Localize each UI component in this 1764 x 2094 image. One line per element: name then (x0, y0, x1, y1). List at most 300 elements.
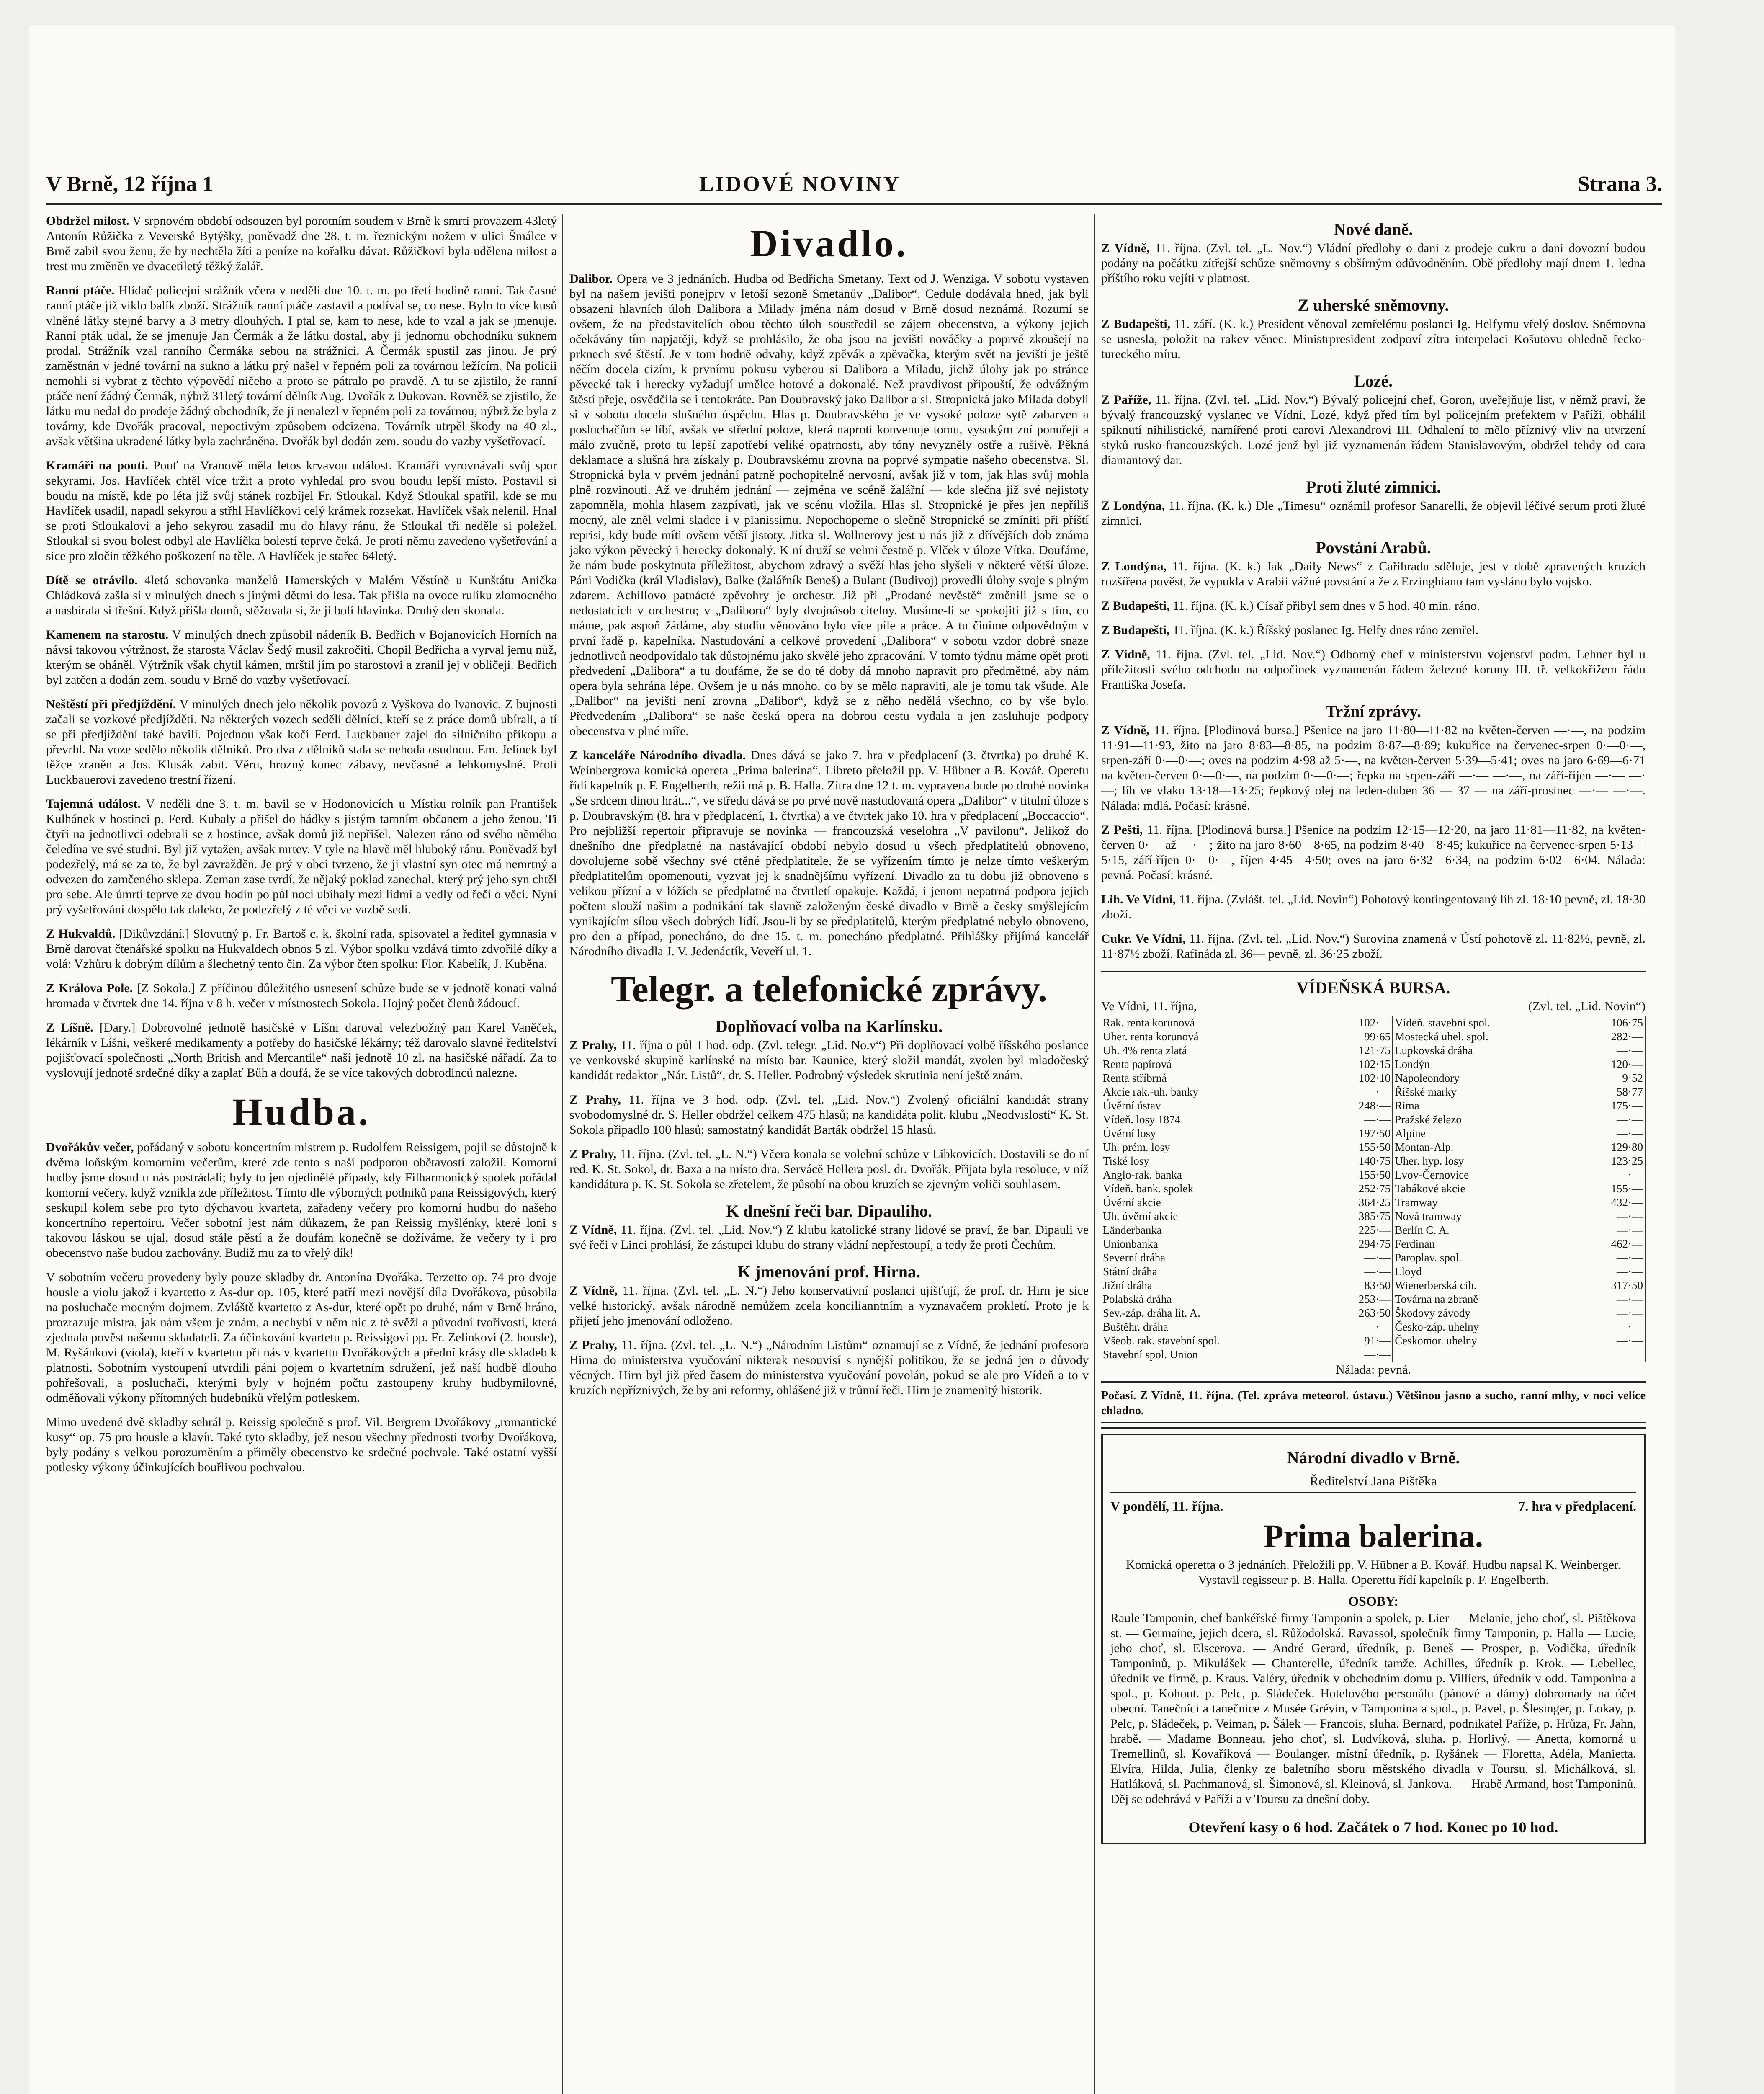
theatre-day: V pondělí, 11. října. (1110, 1498, 1223, 1514)
security-price: 9·52 (1578, 1071, 1645, 1085)
article (569, 1038, 1089, 1083)
article-body (569, 1283, 1089, 1328)
article (569, 271, 1089, 739)
security-name: Lvov-Černovice (1395, 1168, 1469, 1181)
security-price: —·— (1326, 1251, 1393, 1265)
bursa-row (1101, 1140, 1645, 1154)
article-text: 11. října ve 3 hod. odp. (Zvl. tel. „Lid. Nov.“) Zvolený oficiální kandidát strany svobodomyslné dr. S. Heller obdržel celkem 475 hlasů; na kandidáta polit. klubu „Neodvislosti“ K. St. Sokola připadlo 100 hlasů; samostatný kandidát Barták obdržel 15 hlasů. (569, 1093, 1089, 1137)
theatre-rule (1101, 1422, 1646, 1429)
article-text: 11. října. (Zvl. tel. „Lid. Nov.“) Odborný chef v ministerstvu vojenství podm. Lehner byl u příležitosti svého odchodu na odpočinek vyznamenán řádem železné koruny III. tř. velkokřížem řádu Františka Josefa. (1101, 647, 1646, 691)
article (569, 1147, 1089, 1192)
article-headline: Cukr. Ve Vídni, (1101, 932, 1186, 946)
article-headline: Z kanceláře Národního divadla. (569, 748, 746, 762)
bursa-row (1101, 1334, 1645, 1348)
security-price: 106·75 (1578, 1016, 1645, 1030)
article (46, 1020, 557, 1081)
article-body (569, 271, 1089, 739)
security-price: 294·75 (1326, 1237, 1393, 1251)
security-name: Říšské marky (1395, 1086, 1457, 1098)
article-text: [Dikůvzdání.] Slovutný p. Fr. Bartoš c. k. školní rada, spisovatel a ředitel gymnasia v Brně darovat čtenářské spolku na Hukvaldech obnos 5 zl. Výbor spolku vzdává timto zdvořilé díky a volá: Vzhůru k dobrým dílům a šlechetný tento čin. Za výbor čten spolku: Flor. Kabelík, J. Kuběna. (46, 927, 557, 971)
security-price: 102·10 (1326, 1071, 1393, 1085)
article (46, 1415, 557, 1475)
bursa-row (1101, 1223, 1645, 1237)
cast-list: Raule Tamponin, chef bankéřské firmy Tamponin a spolek, p. Lier — Melanie, jeho choť, sl. Pištěkova st. — Germaine, jejich dcera, sl. Růžodolská. Ravassol, společník firmy Tamponin, p. Halla — Lucie, jeho choť, sl. Elscerova. — André Gerard, úředník, p. Beneš — Prosper, p. Vodička, úředník Tamponinů, p. Mikulášek — Chanterelle, úředník tamže. Achilles, úředník p. Krok. — Lebellec, úředník ve firmě, p. Kraus. Valéry, úředník v obchodním domu p. Villiers, úředník v odd. Tamponina a spol., p. Kohout. p. Pelc, p. Sládeček. Hotelového personálu (pánové a dámy) dohromady na účet obecní. Tanečníci a tanečnice z Musée Grévin, v Tamponina a spol., p. Pavel, p. Šlesinger, p. Lokay, p. Pelc, p. Sládeček, p. Veiman, p. Šálek — Francois, sluha. Bernard, podnikatel Paříže, p. Hrůza, Fr. Jahn, hrabě. — Madame Bonneau, jeho choť, sl. Ludvíková, sluha. p. Horlivý. — Anetta, komorná u Tremellinů, sl. Kovaříková — Boulanger, místní úředník, p. Ryšánek — Floretta, Adéla, Manietta, Elvíra, Hilda, Julia, členky ze baletního sboru městského divadla v Toursu, sl. Michálková, sl. Hatláková, sl. Pachmanová, sl. Šimonová, sl. Kleinová, sl. Jankova. — Hrabě Armand, host Tamponinů. Děj se odehrává v Paříži a v Toursu za dnešní doby. (1110, 1611, 1636, 1806)
security-price (1578, 1348, 1645, 1362)
article-text: 11. října. (Zvl. tel. „L. N.“) Jeho konservativní poslanci ujišťují, že prof. dr. Hirn je sice velké historický, avšak národně nemůžem zcela koncilianntním a vyznavačem prokletí. Proto je k přijetí jeho jmenování odloženo. (569, 1284, 1089, 1328)
security-price: —·— (1578, 1223, 1645, 1237)
security-price: —·— (1578, 1251, 1645, 1265)
bursa-row (1101, 1279, 1645, 1292)
article-headline: Neštěstí při předjíždění. (46, 697, 176, 711)
article (1101, 892, 1646, 922)
security-price: 225·— (1326, 1223, 1393, 1237)
article (46, 697, 557, 787)
security-name (1393, 1348, 1578, 1362)
security-price: 102·— (1326, 1016, 1393, 1030)
security-price: 99·65 (1326, 1030, 1393, 1044)
security-name: Úvěrní ústav (1103, 1099, 1161, 1112)
article-headline: Z Vídně, (569, 1284, 618, 1297)
article-body (1101, 931, 1646, 962)
security-name: Vídeň. stavební spol. (1395, 1016, 1491, 1029)
security-price: 252·75 (1326, 1182, 1393, 1196)
security-price: 462·— (1578, 1237, 1645, 1251)
article (46, 573, 557, 618)
bursa-row (1101, 1168, 1645, 1182)
play-description: Komická operetta o 3 jednáních. Přeložili pp. V. Hübner a B. Kovář. Hudbu napsal K. Weinberger. Vystavil regisseur p. B. Halla. Operettu řídí kapelník p. F. Engelberth. (1126, 1558, 1621, 1587)
security-price: 248·— (1326, 1099, 1393, 1113)
article-body (569, 1147, 1089, 1192)
bursa-row (1101, 1030, 1645, 1044)
article (1101, 559, 1646, 589)
bursa-row (1101, 1044, 1645, 1057)
security-price: —·— (1326, 1265, 1393, 1279)
section-heading: Divadlo. (750, 222, 908, 265)
security-price: 155·50 (1326, 1140, 1393, 1154)
security-price: 263·50 (1326, 1306, 1393, 1320)
subsection-heading: K jmenování prof. Hirna. (738, 1262, 920, 1281)
article (1101, 931, 1646, 962)
security-name: Paroplav. spol. (1395, 1251, 1462, 1264)
bursa-row (1101, 1348, 1645, 1362)
bursa-row (1101, 1113, 1645, 1127)
article-body (46, 1270, 557, 1405)
page-header (46, 172, 1662, 205)
article-body (46, 1140, 557, 1261)
security-name: Tramway (1395, 1196, 1438, 1209)
article (1101, 498, 1646, 529)
security-price: —·— (1578, 1306, 1645, 1320)
bursa-row (1101, 1320, 1645, 1334)
article-headline: Z Prahy, (569, 1038, 617, 1052)
security-name: Anglo-rak. banka (1103, 1168, 1182, 1181)
article-body (46, 1415, 557, 1475)
security-price: 102·15 (1326, 1057, 1393, 1071)
article (569, 1222, 1089, 1253)
article-body (1101, 317, 1646, 362)
article (46, 797, 557, 917)
article-text: V neděli dne 3. t. m. bavil se v Hodonovicích u Místku rolník pan František Kulhánek v hostinci p. Ferd. Kubaly a přišel do hádky s jistým tamním občanem a jeho ženou. Ti čtyři na jednotlivci odebrali se z hostince, avšak domů již nepřišel. Nalezen ráno od svého němého čeledína ve své studni. Byl již vytažen, avšak mrtev. V tyle na hlavě měl hluboký ránu. Poněvadž byl podezřelý, má se za to, že byl zavražděn. Je prý v obci tvrzeno, že ji vlastní syn otec má nemrtný a odvezen do zamčeného sklepa. Zeman zase tvrdí, že nějaký poklad zanechal, který prý jeho syn chtěl pro sebe. Ale úmrtí teprve ze dvou hodin po půl noci ubíhaly mezi lidmi a vedly od řeči o věci. Nyní prý vyšetřování dospělo tak daleko, že podezřelý z té věci ve vazbě sedí. (46, 797, 557, 916)
article (1101, 823, 1646, 883)
subsection-heading: Doplňovací volba na Karlínsku. (715, 1017, 943, 1036)
article (46, 214, 557, 274)
security-price: 175·— (1578, 1099, 1645, 1113)
bursa-mood: Nálada: pevná. (1336, 1363, 1411, 1377)
security-name: Uh. prém. losy (1103, 1141, 1170, 1153)
article-body (46, 926, 557, 972)
article-text: V minulých dnech způsobil nádeník B. Bedřich v Bojanovicích Horních na návsi takovou výtržnost, že starosta Václav Šedý musil zakročiti. Chopil Bedřicha a vyrval jemu nůž, kterým se oháněl. Výtržník však chytil kámen, mrštil jím po starostovi a zranil jej v obličeji. Bedřich byl zatčen a dodán zem. soudu v Brně do vazby vyšetřovací. (46, 628, 557, 687)
security-name: Českomor. uhelny (1395, 1334, 1477, 1347)
article (1101, 623, 1646, 638)
article-headline: Z Prahy, (569, 1147, 617, 1161)
security-price: 83·50 (1326, 1279, 1393, 1292)
article-headline: Z Budapešti, (1101, 623, 1170, 637)
bursa-row (1101, 1306, 1645, 1320)
article-text: Mimo uvedené dvě skladby sehrál p. Reissig společně s prof. Vil. Bergrem Dvořákovy „romantické kusy“ op. 75 pro housle a klavír. Také tyto skladby, jež nesou všechny přednosti tvorby Dvořákova, byly podány s velkou porozuměním a přiměly obecenstvo ke srdečné pochvale. Také ostatní vyšší potlesky výkony účinkujících bouřlivou pochvalou. (46, 1415, 557, 1474)
article-body (1101, 241, 1646, 286)
section-heading: Telegr. a telefonické zprávy. (611, 969, 1047, 1010)
security-name: Lupkovská dráha (1395, 1044, 1473, 1057)
security-name: Továrna na zbraně (1395, 1293, 1478, 1305)
article-text: 4letá schovanka manželů Hamerských v Malém Věstíně u Kunštátu Anička Chládková zašla si v minulých dnech s jinými dětmi do lesa. Tak přišla na ovoce rulíku zlomocného a nasbírala si třešní. Když přišla domů, stěžovala si, že ji bolí hlavinka. Druhý den skonala. (46, 573, 557, 617)
bursa-subline (1101, 999, 1646, 1013)
masthead-title: LIDOVÉ NOVINY (699, 172, 901, 196)
theatre-management: Ředitelství Jana Pištěka (1310, 1473, 1437, 1488)
article-body (1101, 498, 1646, 529)
security-name: Napoleondory (1395, 1072, 1460, 1084)
article-body (569, 1092, 1089, 1137)
page-number: Strana 3. (1577, 172, 1662, 196)
weather-report: Počasí. Z Vídně, 11. října. (Tel. zpráva meteorol. ústavu.) Většinou jasno a sucho, ranní mlhy, v noci velice chladno. (1101, 1389, 1646, 1417)
article-body (569, 1038, 1089, 1083)
article-headline: Z Budapešti, (1101, 599, 1170, 613)
security-price: —·— (1578, 1209, 1645, 1223)
bursa-row (1101, 1016, 1645, 1030)
article-body (1101, 892, 1646, 922)
article-text: Opera ve 3 jednáních. Hudba od Bedřicha Smetany. Text od J. Wenziga. V sobotu vystaven byl na našem jevišti ponejprv v letoší sezoně Smetanův „Dalibor“. Cedule dodávala hned, jak byli obsazeni hlavních úloh Dalibora a Milady jména nám dosud v Brně dosud neznámá. Rozumí se ovšem, že na představitelích obou těchto úloh soustředil se zájem obecenstva, a výkony jejich očekávány tím napjatěji, když se prohlásilo, že oba jsou na jevišti nováčky a poprvé zkoušejí na prknech své štěstí. Je v tom hodně odvahy, když zpěvák a zpěvačka, kterým svět na jevišti je ještě něčím docela cizím, k prvnímu pokusu vyberou si Dalibora a Miladu, jichž úlohy jak po stránce pěvecké tak i herecky vyžadují umělce hotové a dokonalé. Než pravdivost připouští, že odvážným štěstí přeje, osvědčila se i tentokráte. Pan Doubravský jako Dalibor a sl. Stropnická jako Milada dobyli si v sobotu docela slušného úspěchu. Hlas p. Doubravského je ve vysoké poloze sytě zabarven a posluchačům se líbí, avšak ve střední poloze, která naproti konvenuje tomu, vysokým zní ponuřeji a málo zvučně, proto tu lepší zapotřebí veliké opatrnosti, aby tóny nevyzněly ostře a rušivě. Pěkná deklamace a slušná hra získaly p. Doubravskému zrovna na poprvé sympatie našeho obecenstva. Sl. Stropnická byla v prvém jednání patrně pochopitelně nervosní, avšak již v tom, jak hlas svůj mohla plně rozvinouti. Až ve druhém jednání — zejména ve scéně žalářní — kde slečna již své nejistoty zapomněla, mohla hlasem zazpívati, jak ve scénu vložila. Hlas sl. Stropnické je přes jen nepříliš mocný, ale zněl velmi sladce i v pianissimu. Nepochopeme o slečně Stropnické se zmíniti při příští reprisi, kdy bude míti ovšem větší jistoty. Jitka sl. Wollnerovy jest u nás již z dřívějších dob známa jako výkon pěvecký i herecky dokonalý. K ní druží se velmi čestně p. Vlček v úloze Vítka. Doufáme, že nám bude poskytnuta příležitost, abychom zdravý a svěží hlas jeho slyšeli v některé větší úloze. Páni Vodička (král Vladislav), Balke (žalářník Beneš) a Bulant (Budivoj) provedli úlohy svoje s plným zdarem. Achillovo patnácté zpěvohry je orchestr. Již při „Prodané nevěstě“ změnili jsme se o nedostatcích v orchestru; v „Daliboru“ byly dvojnásob citelny. Musíme-li se spokojiti již s tím, co máme, pak aspoň žádáme, aby studiu věnováno bylo více píle a práce. A tu činíme odpovědným v první řadě p. kapelníka. Nastudování a celkové provedení „Dalibora“ v sobotu vzdor dobré snaze jednotlivců neodpovídalo tak důstojnému jako skvělé jeho zpracování. V tomto týdnu máme opět proti předvedení „Dalibora“ a tu doufáme, že se do té doby dá mnoho napravit pro předmětné, aby nám opera byla sehrána lépe. Ovšem je u nás mnoho, co by se mělo napraviti, ale je tomu tak všude. Ale „Dalibor“ na jevišti není zrovna „Dalibor“, když se z něho nedělá všechno, co by vše bylo. Předvedením „Dalibora“ se naše česká opera na dobrou cestu vydala a jen zasluhuje podpory obecenstva v plné míře. (569, 272, 1089, 738)
subsection-heading: Z uherské sněmovny. (1298, 296, 1449, 315)
security-price: —·— (1578, 1320, 1645, 1334)
article-headline: Dítě se otrávilo. (46, 573, 138, 587)
header-rule (46, 203, 1662, 205)
article-text: 11. října. (Zvl. tel. „L. N.“) Včera konala se volební schůze v Libkovicích. Dostavili se do ní red. K. St. Sokol, dr. Baxa a na místo dra. Servácě Hellera posl. dr. Dvořák. Přijata byla resoluce, v níž kandidátura p. K. St. Sokola se zřetelem, že působí na obou kruzích se zjevným voliči souhlasem. (569, 1147, 1089, 1191)
article (569, 1283, 1089, 1328)
security-name: Berlín C. A. (1395, 1224, 1450, 1236)
article (1101, 317, 1646, 362)
bursa-row (1101, 1057, 1645, 1071)
article-text: 11. října. (K. k.) Císař přibyl sem dnes v 5 hod. 40 min. ráno. (1172, 599, 1480, 613)
column-3 (1101, 214, 1646, 2094)
subsection-heading: K dnešní řeči bar. Dipauliho. (726, 1202, 932, 1220)
theatre-series: 7. hra v předplacení. (1518, 1498, 1636, 1514)
theatre-footer: Otevření kasy o 6 hod. Začátek o 7 hod. Konec po 10 hod. (1188, 1819, 1558, 1836)
security-name: Severní dráha (1103, 1251, 1166, 1264)
article-body (46, 697, 557, 787)
article-text: 11. října. (Zvl. tel. „Lid. Nov.“) Bývalý policejní chef, Goron, uveřejňuje list, v němž praví, že bývalý francouzský vyslanec ve Vídni, Lozé, když před tím byl policejním prefektem v Paříži, obhálil spiknutí nihilistické, namířené proti carovi Alexandrovi III. Odhalení to mělo příznivý vliv na utvrzení styků rusko-francouzských. Lozé jenž byl již vyznamenán řádem Stanislavovým, obdržel tehdy od cara diamantový dar. (1101, 393, 1646, 467)
bursa-row (1101, 1292, 1645, 1306)
article-body (46, 214, 557, 274)
article-text: 11. října. (Zvl. tel. „Lid. Nov.“) Surovina znamená v Ústí pohotově zl. 11·82½, pevně, zl. 11·87½ zboží. Rafináda zl. 36— pevně, zl. 36·25 zboží. (1101, 932, 1646, 961)
article-body (569, 1338, 1089, 1398)
security-price: 317·50 (1578, 1279, 1645, 1292)
security-name: Wienerberská cih. (1395, 1279, 1477, 1292)
article-headline: Z Londýna, (1101, 499, 1165, 513)
article-text: 11. října. [Plodinová bursa.] Pšenice na jaro 11·80—11·82 na květen-červen —·—, na podzim 11·91—11·93, žito na jaro 8·83—8·85, na podzim 8·87—8·89; kukuřice na červenec-srpen 0·—0·—, srpen-září 0·—0·—; oves na podzim 4·98 až 5·—, na květen-červen 5·39—5·41; oves na jaro 6·69—6·71 na květen-červen 0·—0·—, na podzim 0·—0·—; řepka na srpen-září —·— —·—, na září-říjen —·— —·—; líh ve vlaku 13·18—13·25; řepkový olej na leden-duben 36 — 37 — na září-prosinec —·— —·—. Nálada: mdlá. Počasí: krásné. (1101, 723, 1646, 812)
article-text: [Z Sokola.] Z příčinou důležitého usnesení schůze bude se v jednotě konati valná hromada v čtvrtek dne 14. října v 8 h. večer v místnostech Sokola. Hojný počet členů žádoucí. (46, 981, 557, 1010)
security-price: —·— (1326, 1320, 1393, 1334)
article (1101, 241, 1646, 286)
security-name: Rak. renta korunová (1103, 1016, 1195, 1029)
security-name: Montan-Alp. (1395, 1141, 1454, 1153)
bursa-row (1101, 1251, 1645, 1265)
security-price: 282·— (1578, 1030, 1645, 1044)
article-headline: Z Líšně. (46, 1021, 93, 1034)
security-name: Nová tramway (1395, 1210, 1462, 1222)
theatre-title: Národní divadlo v Brně. (1287, 1448, 1460, 1467)
article-body (46, 573, 557, 618)
article-headline: Kamenem na starostu. (46, 628, 169, 642)
security-price: 155·— (1578, 1182, 1645, 1196)
security-name: Lloyd (1395, 1265, 1422, 1278)
article-text: V sobotním večeru provedeny byly pouze skladby dr. Antonína Dvořáka. Terzetto op. 74 pro dvoje housle a violu jakož i kvartetto z As-dur op. 105, které patří mezi novější díla Dvořákova, působila na posluchače mocným dojmem. Zvláště kvartetto z As-dur, které opět po druhé, nám v Brně hráno, prozrazuje mistra, jak nám všem je znám, a nechybí v něm nic z té svěží a původní tvořivosti, která zjednala pověst našemu skladateli. Za účinkování kvartetu p. Reissigovi pp. Fr. Zelinkovi (2. housle), M. Ryšánkovi (viola), kteří v kvartettu při nás v kvartettu Dvořákových a přední krásy dle skladeb k platnosti. Sobotním vystoupení utvrdili páni pojem o kvartetním sdružení, jež naší hudbě dlouho pohřešovali, a posluchači, kterými byly v hojném počtu zastoupeny kruhy hudbymilovné, odměňovali výkony přítomných hudebníků vřelým potleskem. (46, 1270, 557, 1405)
article-text: 11. října. (Zvl. tel. „Lid. Nov.“) Z klubu katolické strany lidové se praví, že bar. Dipauli ve své řeči v Linci prohlásí, že zástupci klubu do strany vládní nepřestoupí, a tedy že proti Čechům. (569, 1223, 1089, 1252)
security-name: Uher. renta korunová (1103, 1030, 1199, 1043)
bursa-subline-left: Ve Vídni, 11. října, (1101, 999, 1197, 1013)
article-body (1101, 723, 1646, 813)
security-price: 364·25 (1326, 1196, 1393, 1209)
article-headline: Z Vídně, (1101, 723, 1149, 737)
article-body (46, 283, 557, 449)
security-price: 253·— (1326, 1292, 1393, 1306)
article-body (569, 1222, 1089, 1253)
article-body (1101, 647, 1646, 692)
column-divider (1094, 214, 1095, 2094)
article-text: 11. října. (K. k.) Dle „Timesu“ oznámil profesor Sanarelli, že objevil léčivé serum proti žluté zimnici. (1101, 499, 1646, 528)
article-headline: Dvořákův večer, (46, 1140, 134, 1154)
bursa-row (1101, 1071, 1645, 1085)
section-heading: Hudba. (232, 1091, 371, 1133)
article-text: 11. října. [Plodinová bursa.] Pšenice na podzim 12·15—12·20, na jaro 11·81—11·82, na květen-červen 0·— až —·—; žito na jaro 8·60—8·65, na podzim 8·40—8·45; kukuřice na červenec-srpen 5·13—5·15, září-říjen 0·—0·—, říjen 4·45—4·50; oves na jaro 6·32—6·34, na podzim 6·02—6·04. Nálada: pevná. Počasí: krásné. (1101, 823, 1646, 882)
article-headline: Dalibor. (569, 272, 613, 286)
subsection-heading: Proti žluté zimnici. (1306, 477, 1441, 496)
bursa-row (1101, 1265, 1645, 1279)
article-body (1101, 623, 1646, 638)
security-price: —·— (1578, 1044, 1645, 1057)
bursa-row (1101, 1099, 1645, 1113)
article (46, 981, 557, 1011)
article-text: 11. října. (Zvlášt. tel. „Lid. Novin“) Pohotový kontingentovaný líh zl. 18·10 pevně, zl. 18·30 zboží. (1101, 892, 1646, 921)
article-text: V srpnovém období odsouzen byl porotním soudem v Brně k smrti provazem 43letý Antonín Růžička z Veverské Bytýšky, poněvadž dne 28. t. m. řeznickým nožem v ulici Šmálce v Brně zabil svou ženu, že by nechtěla žíti a peníze na kořalku dávat. Růžičkovi byla udělena milost a trest mu změněn ve dvacetiletý těžký žalář. (46, 214, 557, 273)
article-body (46, 981, 557, 1011)
security-price: —·— (1578, 1168, 1645, 1182)
subsection-heading: Nové daně. (1334, 220, 1413, 239)
bursa-row (1101, 1154, 1645, 1168)
bursa-row (1101, 1085, 1645, 1099)
bursa-row (1101, 1237, 1645, 1251)
security-name: Alpine (1395, 1127, 1426, 1140)
security-name: Úvěrní losy (1103, 1127, 1156, 1140)
article-headline: Z Prahy, (569, 1338, 617, 1352)
article-headline: Ranní ptáče. (46, 284, 115, 297)
security-price: 129·80 (1578, 1140, 1645, 1154)
play-title: Prima balerina. (1263, 1518, 1483, 1554)
article-headline: Z Vídně, (1101, 647, 1150, 661)
security-name: Tiské losy (1103, 1155, 1149, 1167)
security-price: —·— (1578, 1334, 1645, 1348)
cast-title: OSOBY: (1348, 1594, 1398, 1609)
security-name: Pražské železo (1395, 1113, 1462, 1126)
security-price: —·— (1578, 1265, 1645, 1279)
security-price: —·— (1578, 1127, 1645, 1140)
security-price: 123·25 (1578, 1154, 1645, 1168)
security-name: Tabákové akcie (1395, 1182, 1465, 1195)
bursa-table (1101, 1016, 1646, 1362)
article (569, 1338, 1089, 1398)
article (1101, 723, 1646, 813)
article (46, 926, 557, 972)
article-headline: Z Králova Pole. (46, 981, 133, 995)
security-name: Česko-záp. uhelny (1395, 1320, 1479, 1333)
article-text: 11. října. (Zvl. tel. „L. N.“) „Národním Listům“ oznamují se z Vídně, že jednání profesora Hirna do ministerstva vyučování nikterak nesouvisí s nynější politikou, že se jedná jen o důvody věcných. Hirn byl již před časem do ministerstva vyučování povolán, pokud se ale pro Vídeň a to v kruzích nepříznivých, že by ani reformy, ohlášené již v trůnní řeči. Hirn je znamenitý historik. (569, 1338, 1089, 1397)
article-body (1101, 559, 1646, 589)
article (1101, 647, 1646, 692)
security-price: 58·77 (1578, 1085, 1645, 1099)
weather-rule (1101, 1381, 1646, 1383)
security-name: Länderbanka (1103, 1224, 1162, 1236)
newspaper-page (29, 25, 1675, 2094)
security-name: Státní dráha (1103, 1265, 1157, 1278)
article-body (46, 797, 557, 917)
security-price: —·— (1578, 1292, 1645, 1306)
security-name: Škodovy závody (1395, 1307, 1470, 1319)
article-body (569, 748, 1089, 959)
security-name: Vídeň. bank. spolek (1103, 1182, 1193, 1195)
bursa-row (1101, 1196, 1645, 1209)
article (46, 283, 557, 449)
subsection-heading: Lozé. (1354, 371, 1393, 390)
security-name: Polabská dráha (1103, 1293, 1172, 1305)
security-name: Úvěrní akcie (1103, 1196, 1161, 1209)
article-text: Pouť na Vranově měla letos krvavou událost. Kramáři vyrovnávali svůj spor sekyrami. Jos. Havlíček chtěl více tržit a proto vyhledal pro svou boudu lepší místo. Postavil si boudu na místě, kde po léta již svůj stánek rozbíjel Fr. Stloukal. Když Stloukal spatřil, kde se mu Havlíček usadil, napadl sekyrou a střhl Havlíčkovi celý krámek rozsekat. Havlíček však nelenil. Hnal se proti Stloukalovi a jeho sekyrou zasadil mu do hlavy ránu, že Stloukal tři neděle si poležel. Stloukal si svou bolest odbyl ale Havlíčka bolestí teprve čeká. Je proti němu zavedeno vyšetřování a sice pro zločin těžkého poškození na těle. A Havlíček je stařec 64letý. (46, 459, 557, 563)
article-body (1101, 598, 1646, 614)
article-headline: Lih. Ve Vídni, (1101, 892, 1176, 906)
security-price: 197·50 (1326, 1127, 1393, 1140)
article-body (46, 627, 557, 688)
article-headline: Z Hukvaldů. (46, 927, 116, 941)
subsection-heading: Povstání Arabů. (1316, 538, 1431, 557)
security-name: Renta papírová (1103, 1058, 1172, 1070)
column-1 (46, 214, 557, 2094)
bursa-title: VÍDEŇSKÁ BURSA. (1296, 978, 1450, 997)
column-divider (562, 214, 563, 2094)
security-name: Akcie rak.-uh. banky (1103, 1086, 1198, 1098)
bursa-row (1101, 1209, 1645, 1223)
article-text: 11. října. (K. k.) Jak „Daily News“ z Cařihradu sděluje, jest v době zpravených kruzích rozšířena pověst, že vypukla v Arabii vážné povstání a že z Erzinghianu tam vysláno bylo vojsko. (1101, 560, 1646, 588)
article-headline: Z Londýna, (1101, 560, 1167, 573)
article-text: 11. října. (Zvl. tel. „L. Nov.“) Vládní předlohy o dani z prodeje cukru a dani dovozní budou podány na počátku zítřejší schůze sněmovny s obšírným odůvodněním. Obě předlohy mají dnem 1. ledna příštího roku vejíti v platnost. (1101, 241, 1646, 285)
security-price: 140·75 (1326, 1154, 1393, 1168)
article-body (1101, 392, 1646, 468)
security-price: 121·75 (1326, 1044, 1393, 1057)
bursa-row (1101, 1127, 1645, 1140)
security-name: Londýn (1395, 1058, 1430, 1070)
article-headline: Z Vídně, (1101, 241, 1150, 255)
security-name: Unionbanka (1103, 1238, 1158, 1250)
security-name: Buštěhr. dráha (1103, 1320, 1168, 1333)
security-price: —·— (1326, 1348, 1393, 1362)
security-name: Uher. hyp. losy (1395, 1155, 1464, 1167)
subsection-heading: Tržní zprávy. (1325, 702, 1422, 721)
security-price: —·— (1578, 1113, 1645, 1127)
article-headline: Tajemná událost. (46, 797, 141, 811)
security-price: 155·50 (1326, 1168, 1393, 1182)
theatre-inner-rule (1110, 1492, 1636, 1493)
bursa-row (1101, 1182, 1645, 1196)
security-price: —·— (1326, 1085, 1393, 1099)
security-price: 120·— (1578, 1057, 1645, 1071)
security-name: Stavební spol. Union (1103, 1348, 1198, 1361)
security-name: Uh. 4% renta zlatá (1103, 1044, 1187, 1057)
security-name: Ferdinan (1395, 1238, 1435, 1250)
article-text: 11. října o půl 1 hod. odp. (Zvl. telegr. „Lid. No.v“) Při doplňovací volbě říšského poslance ve venkovské skupině karlínské na místo bar. Kaunice, který složil mandát, zvolen byl mladočeský kandidát redaktor „Nár. Listů“, dr. S. Heller. Podrobný výsledek skrutinia není ještě znám. (569, 1038, 1089, 1082)
article-text: Hlídač policejní strážník včera v neděli dne 10. t. m. po třetí hodině ranní. Tak časné ranní ptáče již viklo balík zboží. Strážník ranní ptáče zastavil a podíval se, co nese. Bylo to více kusů vlněné látky stejné barvy a 3 metry dlouhých. I ptal se, kam to nese, kde to vzal a jak se jmenuje. Ranní pták udal, že se jmenuje Jan Čermák a že látku dostal, aby ji jednomu obchodníku suknem prodal. Strážník vzal ranního Čermáka sebou na strážnici. A Čermák spustil zas jinou. Je prý zaměstnán v jedné tovární na sukno a látku prý našel v řepném poli za továrnou ležícím. Na policii nemohli si vybrat z těchto výpovědí ničeho a proto se pátralo po pravdě. A tu se zjistilo, že ranní ptáče není žádný Čermák, nýbrž 31letý tovární dělník Aug. Dvořák z Dukovan. Rovněž se zjistilo, že látku mu nedal do prodeje žádný obchodník, že ji nenalezl v řepném poli za továrnou, nýbrž že byla z továrny, kde Dvořák pracoval, nepoctivým způsobem odcizena. Továrník utrpěl škody na 40 zl., avšak většina ukradené látky byla zachráněna. Dvořák byl dodán zem. soudu do vazby vyšetřovací. (46, 284, 557, 448)
article-text: [Dary.] Dobrovolné jednotě hasičské v Líšni daroval velezbožný pan Karel Vaněček, lékárník v Líšni, veškeré medikamenty a potřeby do hasičské lékárny; též darovalo slavné ředitelství pojišťovací společnosti „North British and Mercantile“ naší jednotě 10 zl. na hasičské nářadí. Za to vyslovují jednotě srdečné díky a zaplať Bůh a doufá, že se více takových dobrodinců nalezne. (46, 1021, 557, 1080)
header-date: V Brně, 12 října 1 (46, 172, 214, 196)
article-headline: Z Pešti, (1101, 823, 1143, 837)
article-headline: Obdržel milost. (46, 214, 129, 228)
article-text: 11. října. (K. k.) Říšský poslanec Ig. Helfy dnes ráno zemřel. (1172, 623, 1479, 637)
article-headline: Z Budapešti, (1101, 317, 1171, 331)
security-name: Mostecká uhel. spol. (1395, 1030, 1488, 1043)
security-name: Uh. úvěrní akcie (1103, 1210, 1178, 1222)
bursa-subline-right: (Zvl. tel. „Lid. Novin“) (1528, 999, 1646, 1013)
article-body (1101, 823, 1646, 883)
column-2 (569, 214, 1089, 2094)
security-name: Vídeň. losy 1874 (1103, 1113, 1181, 1126)
article-text: V minulých dnech jelo několik povozů z Vyškova do Ivanovic. Z bujnosti začali se vozkové předjížděti. Na některých vozech seděli dělníci, kteří se z práce domů ubírali, a tí se při předjíždění také bavili. Pojednou však kočí Ferd. Luckbauer zajel do silničního příkopu a převrhl. Na voze sedělo několik dělníků. Pro dva z dělníků stala se nehoda osudnou. Em. Jelínek byl těžce zraněn a Jos. Klusák zabit. Věru, hrozný konec zábavy, nevčasné a lehkomyslné. Proti Luckbauerovi zavedeno trestní řízení. (46, 697, 557, 787)
theatre-programme (1101, 1434, 1646, 1844)
theatre-date-line (1110, 1498, 1636, 1514)
article-text: 11. září. (K. k.) President věnoval zemřelému poslanci Ig. Helfymu vřelý doslov. Sněmovna se usnesla, položit na rakev věnec. Ministrpresident zodpoví zítra interpelaci Košutovu ohledně řecko-tureckého míru. (1101, 317, 1646, 361)
security-price: 385·75 (1326, 1209, 1393, 1223)
security-price: —·— (1326, 1113, 1393, 1127)
article-body (46, 458, 557, 564)
security-name: Všeob. rak. stavební spol. (1103, 1334, 1220, 1347)
column-3-articles (1101, 219, 1646, 962)
security-name: Rima (1395, 1099, 1419, 1112)
article (46, 458, 557, 564)
article (46, 1270, 557, 1405)
article-headline: Kramáři na pouti. (46, 459, 148, 472)
security-price: 91·— (1326, 1334, 1393, 1348)
article (46, 1140, 557, 1261)
security-name: Sev.-záp. dráha lit. A. (1103, 1307, 1200, 1319)
article (569, 1092, 1089, 1137)
security-name: Jižní dráha (1103, 1279, 1152, 1292)
article-headline: Z Vídně, (569, 1223, 617, 1237)
article (569, 748, 1089, 959)
security-price: 432·— (1578, 1196, 1645, 1209)
article (46, 627, 557, 688)
article-text: Dnes dává se jako 7. hra v předplacení (3. čtvrtka) po druhé K. Weinbergrova komická opereta „Prima balerina“. Libreto přeložil pp. V. Hübner a B. Kovář. Operetu řídí kapelník p. F. Engelberth, režii má p. B. Halla. Zítra dne 12 t. m. vypravena bude po druhé novinka „Se srdcem dinou hrát...“, ve středu dává se po prvé nově nastudovaná opera „Dalibor“ v titulní úloze s p. Doubravským (8. hra v předplacení, 1. čtvrtka) a ve čtvrtek jako 10. hra v předplacení „Boccaccio“. Pro nejbližší repertoir připravuje se novinka — francouzská veselohra „V pavilonu“. Jelikož do dnešního dne předplatné na nastávající období nebylo dosud u všech předplatitelů obnoveno, dovolujeme sobě všechny své ctěné předplatitele, že se vyřízením tímto je nelze tímto veškerým předplatitelům opomenouti, vyzvat jej k snadnějšímu vyřízení. Divadlo za tu dobu již obnoveno s velikou přízní a v lóžích se předplatné na čtvrtletí opakuje. Každá, i jenom nepatrná podpora jejich počtem slouží našim a podnikání tak slavně založeným české divadlo v Brně a česky smýšlejícím vynikajícím sílou všech dobrých lidí. Jsou-li by se předplatitelů, kterým předplatné nebylo obnoveno, pro den a případ, ponecháno, do dne 15. t. m. ponecháno předplatné. Přihlášky přijímá kancelář Národního divadla J. V. Jedenáctík, Veveří ul. 1. (569, 748, 1089, 958)
article (1101, 392, 1646, 468)
article (1101, 598, 1646, 614)
article-body (46, 1020, 557, 1081)
security-name: Renta stříbrná (1103, 1072, 1167, 1084)
bursa-rule (1101, 971, 1646, 972)
article-headline: Z Prahy, (569, 1093, 621, 1106)
article-text: pořádaný v sobotu koncertním mistrem p. Rudolfem Reissigem, pojil se důstojně k dvěma loňským komorním večerům, které zde tento s naší podporou obětavostí založil. Komorní hudby jsme dosud u nás postrádali; byly to jen ojedinělé případy, kdy Filharmonický spolek pořádal komorní večery, když vznikla zde příležitost. Tímto dle výborných podniků pana Reissigových, který seskupil kolem sebe pro tyto dýchavou kvarteta, zařadeny večery pro komorní hudbu do našeho koncertního repertoiru. Večer sobotní jest nám důkazem, že pan Reissig myšlénky, které loni s takovou láskou se ujal, dosud stále pěstí a že doufám konečně se dožíváme, že večery ty i pro obecenstvo naše budou zachovány. Budiž mu za to vřelý dík! (46, 1140, 557, 1260)
